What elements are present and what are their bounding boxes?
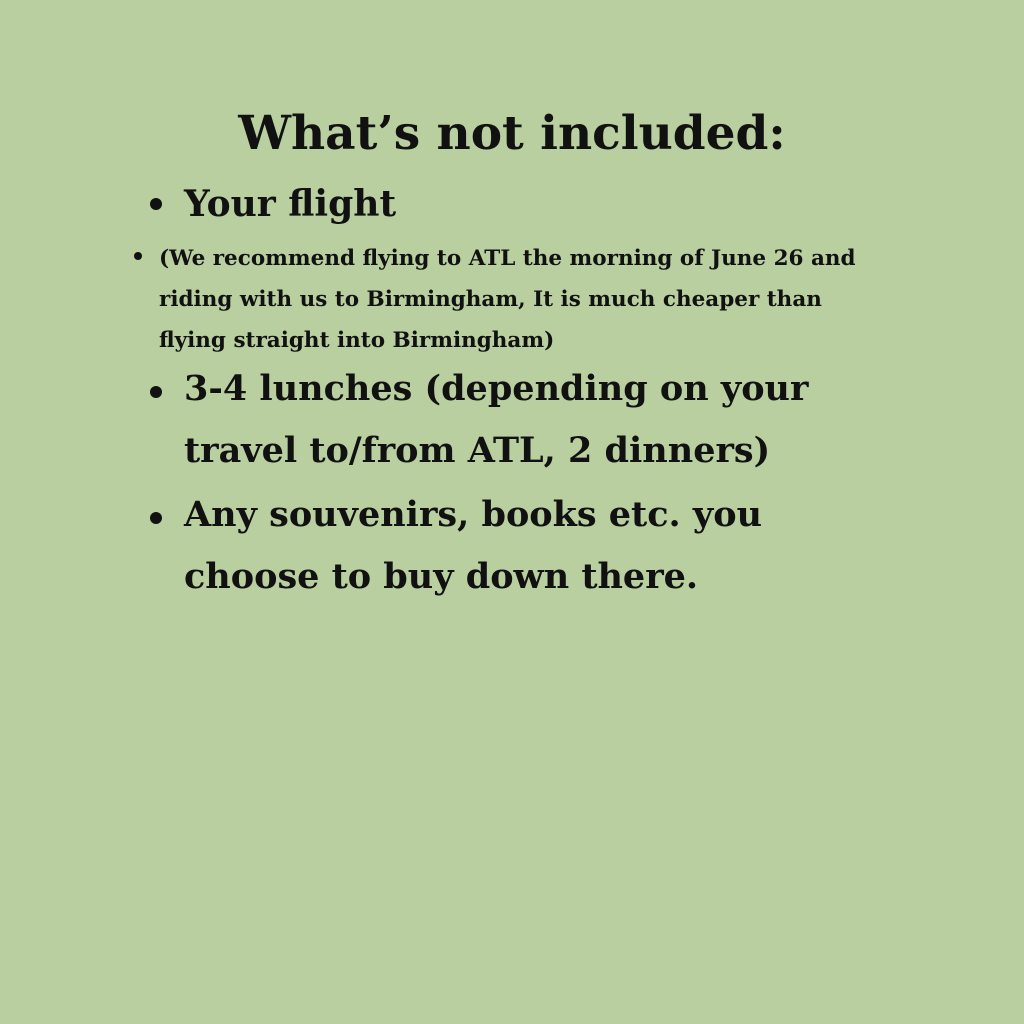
list-item-text: (We recommend flying to ATL the morning of June 26 and riding with us to Birmingham, It is much cheaper than flying straight into Birmingham) <box>159 246 856 353</box>
bullet-icon <box>150 198 162 210</box>
list-item-text: Any souvenirs, books etc. you choose to buy down there. <box>184 494 763 597</box>
bullet-icon <box>150 512 162 524</box>
bullet-icon <box>134 252 142 260</box>
bullet-icon <box>150 386 162 398</box>
slide-title: What’s not included: <box>238 106 786 161</box>
list-item-recommendation <box>134 238 894 361</box>
list-item-text: 3-4 lunches (depending on your travel to/from ATL, 2 dinners) <box>184 368 809 471</box>
list-item-text: Your flight <box>184 183 397 225</box>
list-item-souvenirs <box>150 484 890 608</box>
list-item-lunches <box>150 358 890 482</box>
list-item-flight <box>150 178 850 230</box>
